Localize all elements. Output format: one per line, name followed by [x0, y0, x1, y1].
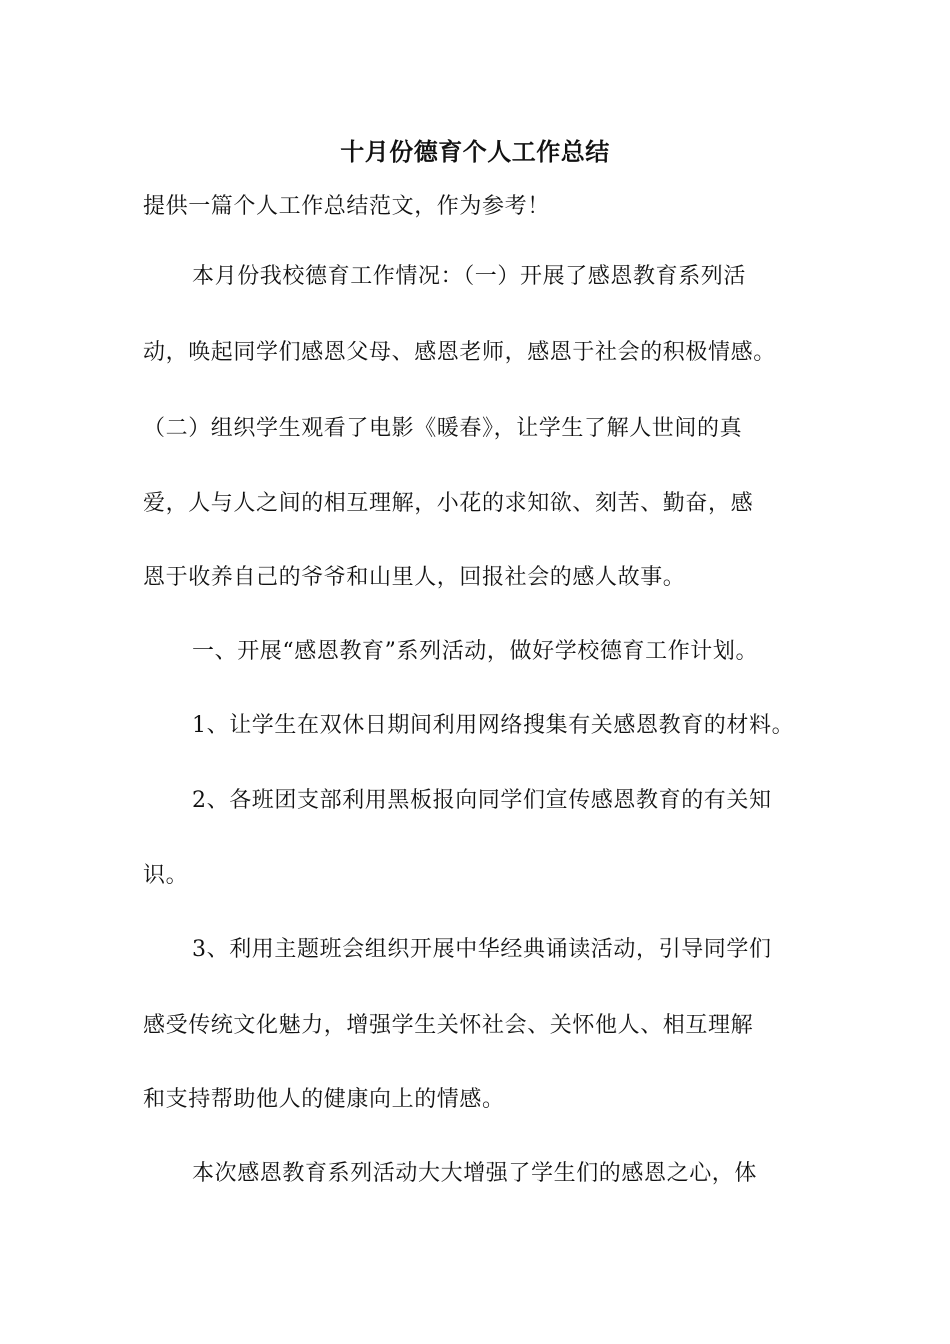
- body-line-8: 2、各班团支部利用黑板报向同学们宣传感恩教育的有关知: [192, 788, 772, 813]
- body-line-3: （二）组织学生观看了电影《暖春》，让学生了解人世间的真: [143, 416, 743, 441]
- body-line-1: 本月份我校德育工作情况：（一）开展了感恩教育系列活: [192, 264, 747, 289]
- document-title: 十月份德育个人工作总结: [340, 137, 610, 166]
- body-line-10: 3、利用主题班会组织开展中华经典诵读活动，引导同学们: [192, 937, 772, 962]
- body-line-12: 和支持帮助他人的健康向上的情感。: [143, 1087, 505, 1112]
- body-line-7: 1、让学生在双休日期间利用网络搜集有关感恩教育的材料。: [192, 713, 795, 738]
- body-line-6: 一、开展“感恩教育”系列活动，做好学校德育工作计划。: [192, 639, 759, 664]
- intro-line: 提供一篇个人工作总结范文，作为参考！: [143, 194, 550, 219]
- body-line-2: 动，唤起同学们感恩父母、感恩老师，感恩于社会的积极情感。: [143, 340, 776, 365]
- body-line-4: 爱，人与人之间的相互理解，小花的求知欲、刻苦、勤奋，感: [143, 491, 754, 516]
- body-line-5: 恩于收养自己的爷爷和山里人，回报社会的感人故事。: [143, 565, 686, 590]
- body-line-9: 识。: [143, 863, 189, 888]
- body-line-11: 感受传统文化魅力，增强学生关怀社会、关怀他人、相互理解: [143, 1013, 754, 1038]
- body-line-13: 本次感恩教育系列活动大大增强了学生们的感恩之心，体: [192, 1161, 758, 1186]
